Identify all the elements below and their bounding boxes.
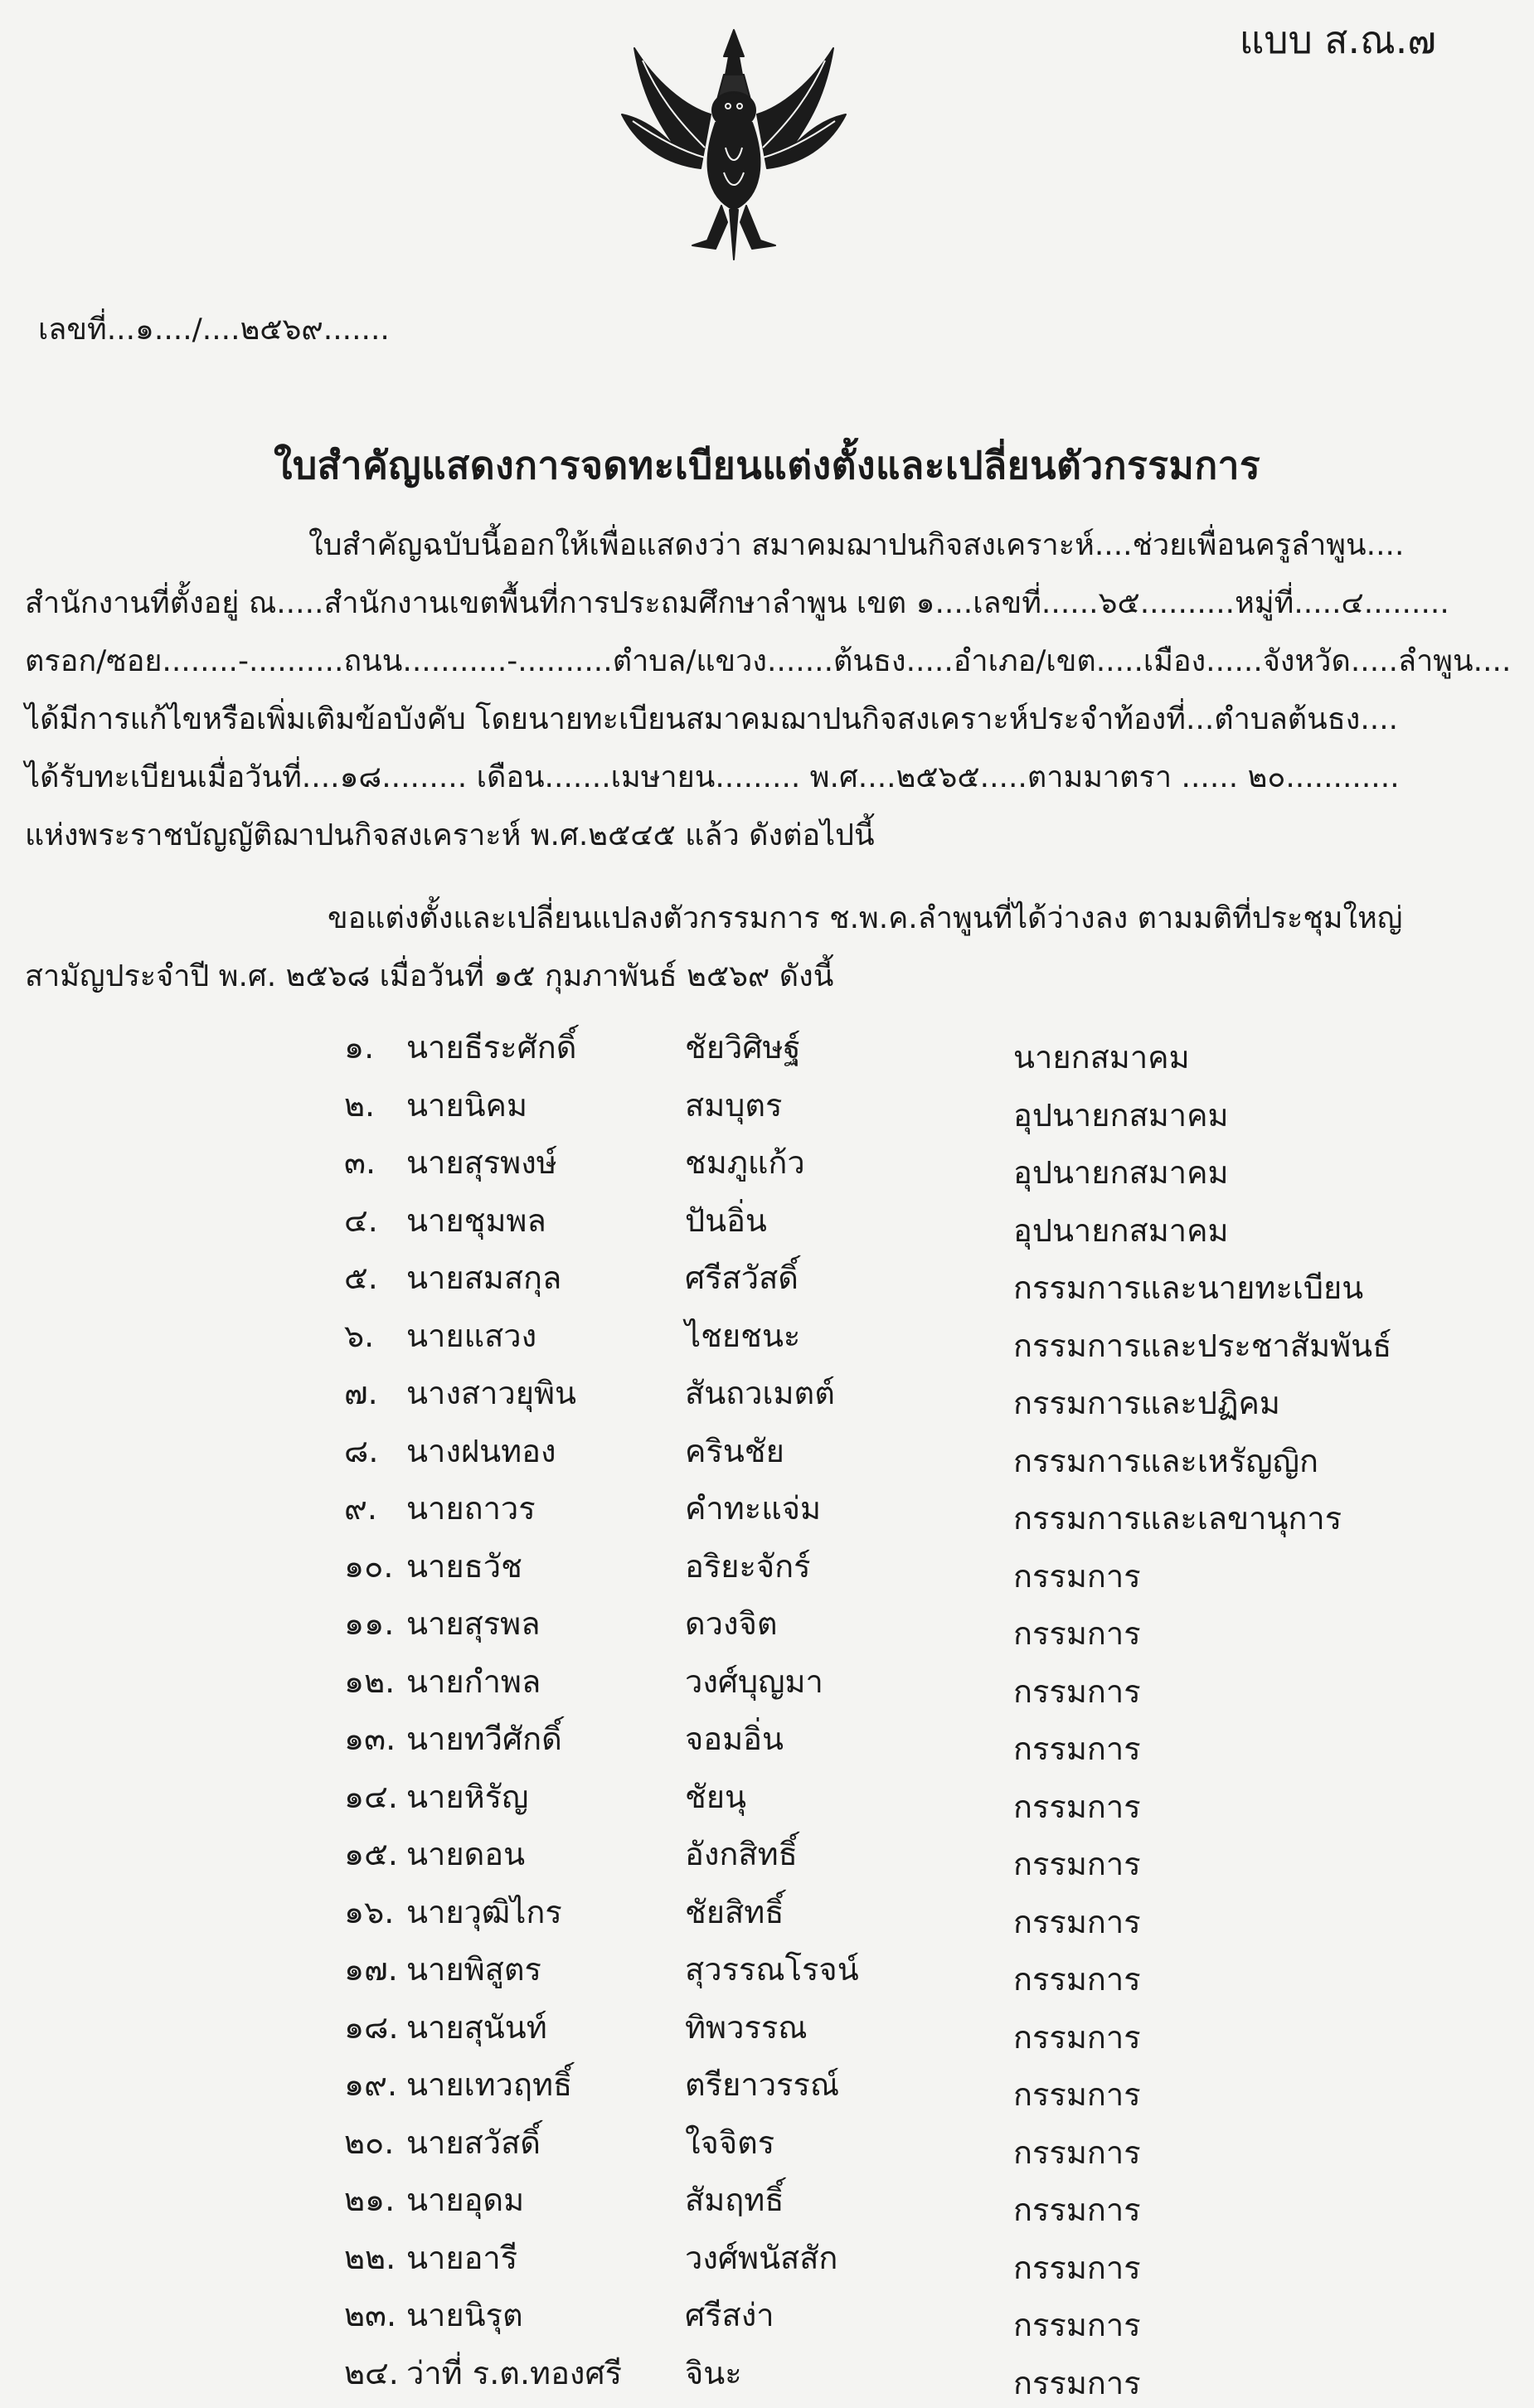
member-first-name: นายนิรุต (406, 2297, 523, 2333)
member-last-name: จอมอิ่น (685, 1721, 784, 1757)
member-last-name: ปันอิ่น (685, 1202, 767, 1239)
member-number: ๑๔. (344, 1778, 398, 1815)
member-role: อุปนายกสมาคม (1013, 1211, 1229, 1249)
member-role: กรรมการ (1013, 1903, 1141, 1940)
member-last-name: ศรีสง่า (685, 2297, 774, 2333)
member-role: กรรมการ (1013, 2307, 1141, 2343)
member-number: ๒๔. (344, 2354, 399, 2391)
member-number: ๒๑. (344, 2182, 396, 2218)
member-number: ๒๓. (344, 2297, 397, 2333)
member-role: กรรมการและปฏิคม (1013, 1385, 1280, 1421)
member-first-name: นายธวัช (406, 1547, 522, 1585)
certificate-title: ใบสำคัญแสดงการจดทะเบียนแต่งตั้งและเปลี่ยนตัวกรรมการ (274, 443, 1261, 488)
member-role: กรรมการ (1013, 2018, 1141, 2056)
member-role: กรรมการ (1013, 1731, 1141, 1767)
member-number: ๙. (344, 1490, 377, 1527)
member-last-name: ชัยสิทธิ์ (685, 1893, 784, 1930)
member-number: ๒๐. (344, 2124, 395, 2161)
member-number: ๗. (344, 1375, 378, 1411)
member-number: ๓. (344, 1144, 376, 1181)
member-role: กรรมการและเลขานุการ (1013, 1500, 1342, 1537)
body-line-2: สำนักงานที่ตั้งอยู่ ณ.....สำนักงานเขตพื้นที่การประถมศึกษาลำพูน เขต ๑....เลขที่......๖๕..........หมู่ที่.....๔......... (25, 586, 1449, 620)
member-last-name: ครินชัย (685, 1432, 784, 1469)
member-first-name: นายถาวร (406, 1490, 536, 1527)
member-first-name: นายธีระศักดิ์ (406, 1029, 577, 1066)
member-number: ๑๘. (344, 2008, 399, 2046)
member-last-name: วงศ์พนัสสัก (685, 2239, 838, 2276)
member-number: ๕. (344, 1260, 378, 1296)
member-role: กรรมการ (1013, 1846, 1141, 1882)
body-line-5: ได้รับทะเบียนเมื่อวันที่....๑๘......... เดือน.......เมษายน......... พ.ศ....๒๕๖๕.....ตามมาตรา ...... ๒๐............ (25, 760, 1400, 794)
body-line-1: ใบสำคัญฉบับนี้ออกให้เพื่อแสดงว่า สมาคมฌาปนกิจสงเคราะห์....ช่วยเพื่อนครูลำพูน.... (308, 528, 1405, 562)
member-role: กรรมการ (1013, 1672, 1141, 1710)
member-role: อุปนายกสมาคม (1013, 1096, 1229, 1134)
member-number: ๑๒. (344, 1663, 396, 1700)
member-first-name: นายสุรพล (406, 1605, 541, 1642)
member-first-name: นายสุรพงษ์ (406, 1144, 557, 1181)
member-number: ๑๙. (344, 2066, 398, 2103)
member-last-name: จินะ (685, 2354, 742, 2391)
member-first-name: ว่าที่ ร.ต.ทองศรี (406, 2354, 623, 2391)
member-last-name: สัมฤทธิ์ (685, 2182, 784, 2218)
member-number: ๑๓. (344, 1721, 396, 1757)
member-role: กรรมการ (1013, 2076, 1141, 2113)
garuda-emblem-icon (609, 23, 858, 272)
member-first-name: นายทวีศักดิ์ (406, 1721, 562, 1757)
member-first-name: นายอุดม (406, 2182, 525, 2218)
member-number: ๒๒. (344, 2239, 396, 2276)
member-first-name: นายแสวง (406, 1317, 537, 1354)
member-number: ๑๐. (344, 1547, 394, 1585)
member-last-name: สมบุตร (685, 1086, 783, 1124)
member-last-name: ตรียาวรรณ์ (685, 2066, 840, 2103)
member-number: ๘. (344, 1432, 379, 1469)
member-first-name: นายกำพล (406, 1663, 541, 1700)
member-last-name: อริยะจักร์ (685, 1547, 811, 1585)
member-first-name: นางฝนทอง (406, 1432, 556, 1469)
request-line-1: ขอแต่งตั้งและเปลี่ยนแปลงตัวกรรมการ ช.พ.ค.ลำพูนที่ได้ว่างลง ตามมติที่ประชุมใหญ่ (328, 901, 1403, 935)
member-first-name: นายนิคม (406, 1086, 528, 1124)
member-last-name: ชัยวิศิษฐ์ (685, 1029, 801, 1066)
member-number: ๑๑. (344, 1605, 395, 1642)
member-last-name: สุวรรณโรจน์ (685, 1951, 859, 1988)
member-number: ๔. (344, 1202, 378, 1239)
member-first-name: นางสาวยุพิน (406, 1375, 577, 1411)
member-role: กรรมการ (1013, 2364, 1141, 2401)
member-last-name: ชัยนุ (685, 1778, 747, 1815)
member-first-name: นายเทวฤทธิ์ (406, 2066, 573, 2103)
member-number: ๑๖. (344, 1893, 395, 1930)
member-role: กรรมการ (1013, 2249, 1141, 2286)
member-first-name: นายวุฒิไกร (406, 1893, 562, 1930)
member-first-name: นายดอน (406, 1836, 526, 1872)
member-role: กรรมการ (1013, 2192, 1141, 2228)
member-role: กรรมการและประชาสัมพันธ์ (1013, 1327, 1392, 1364)
member-role: กรรมการ (1013, 2134, 1141, 2171)
member-last-name: วงศ์บุญมา (685, 1663, 823, 1700)
member-number: ๖. (344, 1317, 375, 1354)
member-role: นายกสมาคม (1013, 1039, 1190, 1075)
member-role: กรรมการและเหรัญญิก (1013, 1442, 1319, 1479)
member-first-name: นายหิรัญ (406, 1778, 529, 1815)
body-line-3: ตรอก/ซอย........-..........ถนน...........-..........ตำบล/แขวง.......ต้นธง.....อำเภอ/เขต.....เมือง......จังหวัด.....ลำพูน.... (25, 644, 1512, 678)
member-first-name: นายพิสูตร (406, 1951, 541, 1988)
member-number: ๑๕. (344, 1836, 398, 1872)
request-line-2: สามัญประจำปี พ.ศ. ๒๕๖๘ เมื่อวันที่ ๑๕ กุมภาพันธ์ ๒๕๖๙ ดังนี้ (25, 959, 834, 993)
member-role: กรรมการ (1013, 1615, 1141, 1652)
member-first-name: นายชุมพล (406, 1202, 546, 1239)
body-line-6: แห่งพระราชบัญญัติฌาปนกิจสงเคราะห์ พ.ศ.๒๕๔๕ แล้ว ดังต่อไปนี้ (25, 818, 875, 852)
member-first-name: นายอารี (406, 2239, 518, 2276)
member-role: กรรมการ (1013, 1961, 1141, 1998)
body-line-4: ได้มีการแก้ไขหรือเพิ่มเติมข้อบังคับ โดยนายทะเบียนสมาคมฌาปนกิจสงเคราะห์ประจำท้องที่...ตำบลต้นธง.... (25, 702, 1399, 736)
member-last-name: ชมภูแก้ว (685, 1144, 805, 1181)
member-role: อุปนายกสมาคม (1013, 1154, 1229, 1191)
member-last-name: ไชยชนะ (685, 1317, 801, 1354)
member-last-name: ดวงจิต (685, 1605, 778, 1642)
member-last-name: อังกสิทธิ์ (685, 1836, 798, 1872)
member-number: ๒. (344, 1086, 376, 1124)
member-number: ๑๗. (344, 1951, 398, 1988)
member-last-name: คำทะแจ่ม (685, 1490, 822, 1527)
member-role: กรรมการ (1013, 1557, 1141, 1595)
member-first-name: นายสุนันท์ (406, 2008, 547, 2046)
member-role: กรรมการ (1013, 1788, 1141, 1825)
member-first-name: นายสมสกุล (406, 1260, 562, 1296)
document-number: เลขที่...๑..../....๒๕๖๙....... (38, 313, 390, 347)
member-number: ๑. (344, 1029, 375, 1066)
member-last-name: ใจจิตร (685, 2124, 775, 2161)
member-last-name: ทิพวรรณ (685, 2008, 808, 2046)
member-last-name: ศรีสวัสดิ์ (685, 1260, 799, 1296)
member-first-name: นายสวัสดิ์ (406, 2124, 541, 2161)
form-code: แบบ ส.ณ.๗ (1239, 17, 1436, 62)
member-last-name: สันถวเมตต์ (685, 1375, 835, 1411)
member-role: กรรมการและนายทะเบียน (1013, 1270, 1364, 1306)
